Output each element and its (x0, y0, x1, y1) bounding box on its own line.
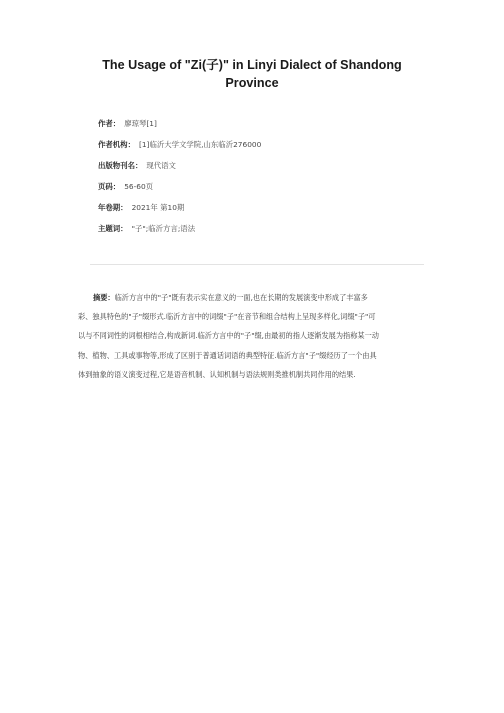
paper-title (60, 56, 444, 92)
meta-label-keywords: 主题词： (98, 224, 128, 233)
abstract-line-2: 彩、独具特色的"子"缀形式.临沂方言中的词缀"子"在音节和组合结构上呈现多样化,词缀"子"可 (78, 312, 376, 322)
abstract-label: 摘要： (93, 293, 115, 302)
meta-label-author: 作者： (98, 119, 121, 128)
meta-row-institution (98, 138, 428, 159)
meta-value-pages: 56-60页 (124, 182, 154, 191)
meta-row-issue (98, 201, 428, 222)
meta-label-journal: 出版物刊名： (98, 161, 143, 170)
meta-row-pages (98, 180, 428, 201)
abstract-text-1: 临沂方言中的"子"既有表示实在意义的一面,也在长期的发展演变中形成了丰富多 (114, 293, 368, 302)
meta-label-institution: 作者机构： (98, 140, 135, 149)
meta-row-keywords (98, 222, 428, 243)
meta-label-pages: 页码： (98, 182, 121, 191)
meta-row-author (98, 117, 428, 138)
meta-row-journal (98, 159, 428, 180)
meta-value-author: 廖琼琴[1] (124, 119, 157, 128)
abstract-line-5: 体到抽象的语义演变过程,它是语音机制、认知机制与语法规则类推机制共同作用的结果. (78, 369, 356, 379)
meta-label-issue: 年卷期： (98, 203, 128, 212)
meta-value-keywords: "子";临沂方言;语法 (131, 224, 196, 233)
meta-value-issue: 2021年 第10期 (131, 203, 185, 212)
metadata-block (98, 117, 428, 243)
section-divider (90, 264, 424, 265)
meta-value-journal: 现代语文 (146, 161, 176, 170)
paper-title-line-2: Province (225, 76, 279, 90)
abstract-line-1 (78, 288, 430, 307)
abstract-line-4: 物、植物、工具或事物等,形成了区别于普通话词语的典型特征.临沂方言"子"缀经历了一个由具 (78, 350, 377, 360)
abstract-line-3: 以与不同词性的词根相结合,构成新词.临沂方言中的"子"缀,由最初的指人逐渐发展为指称某一动 (78, 331, 379, 341)
paper-title-line-1: The Usage of "Zi(子)" in Linyi Dialect of Shandong (102, 58, 402, 72)
meta-value-institution: [1]临沂大学文学院,山东临沂276000 (138, 140, 262, 149)
abstract-block (78, 288, 430, 384)
